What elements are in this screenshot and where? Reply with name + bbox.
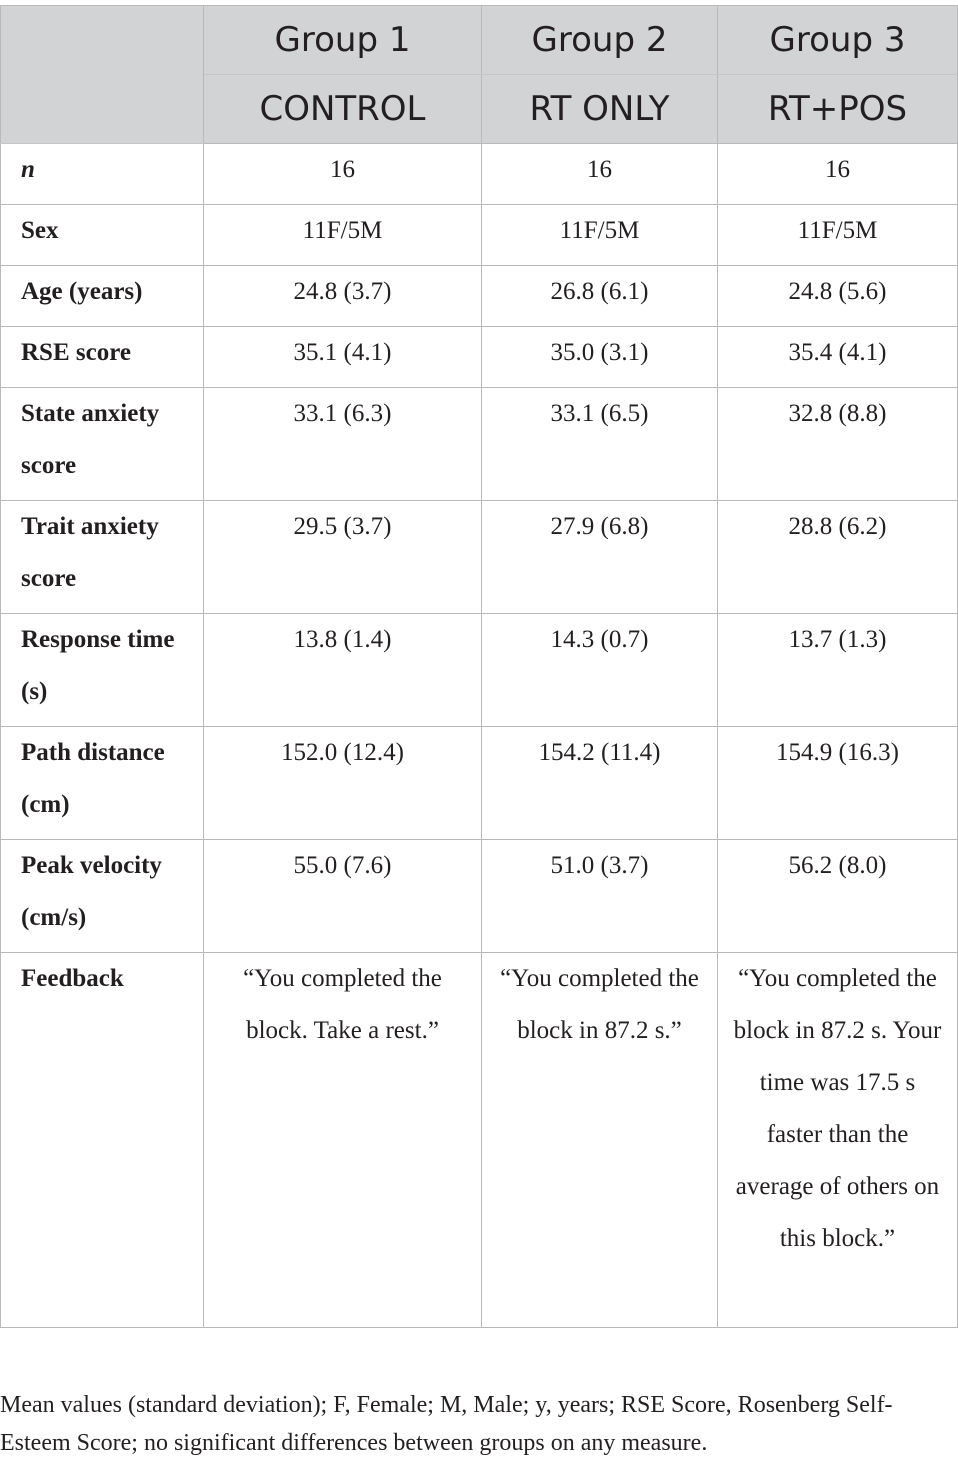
cell-group-3: “You completed the block in 87.2 s. Your time was 17.5 s faster than the average of others on this block.” xyxy=(718,953,958,1328)
cell-group-3: 11F/5M xyxy=(718,205,958,266)
table-body xyxy=(1,144,958,1328)
table-footnote: Mean values (standard deviation); F, Female; M, Male; y, years; RSE Score, Rosenberg Self-Esteem Score; no significant differences between groups on any measure. xyxy=(0,1392,893,1456)
cell-group-3: 13.7 (1.3) xyxy=(718,614,958,727)
header-condition-rt-pos: RT+POS xyxy=(718,75,958,144)
cell-group-2: 11F/5M xyxy=(482,205,718,266)
cell-group-1: 13.8 (1.4) xyxy=(204,614,482,727)
table-row-path-distance xyxy=(1,727,958,840)
row-label: RSE score xyxy=(1,327,204,388)
row-label: Feedback xyxy=(1,953,204,1328)
cell-group-2: 51.0 (3.7) xyxy=(482,840,718,953)
header-row-groups xyxy=(1,6,958,75)
row-label: n xyxy=(1,144,204,205)
cell-group-3: 16 xyxy=(718,144,958,205)
cell-group-1: 29.5 (3.7) xyxy=(204,501,482,614)
cell-group-3: 32.8 (8.8) xyxy=(718,388,958,501)
header-condition-control: CONTROL xyxy=(204,75,482,144)
cell-group-2: 16 xyxy=(482,144,718,205)
row-label: Age (years) xyxy=(1,266,204,327)
cell-group-1: 16 xyxy=(204,144,482,205)
header-group-1: Group 1 xyxy=(204,6,482,75)
header-corner-cell xyxy=(1,6,204,144)
cell-group-1: “You completed the block. Take a rest.” xyxy=(204,953,482,1328)
cell-group-2: 26.8 (6.1) xyxy=(482,266,718,327)
cell-group-1: 55.0 (7.6) xyxy=(204,840,482,953)
cell-group-1: 24.8 (3.7) xyxy=(204,266,482,327)
row-label: State anxiety score xyxy=(1,388,204,501)
table-row-response-time xyxy=(1,614,958,727)
header-condition-rt-only: RT ONLY xyxy=(482,75,718,144)
cell-group-2: 35.0 (3.1) xyxy=(482,327,718,388)
group-characteristics-table xyxy=(0,5,958,1328)
row-label: Trait anxiety score xyxy=(1,501,204,614)
row-label: Peak velocity (cm/s) xyxy=(1,840,204,953)
cell-group-2: 27.9 (6.8) xyxy=(482,501,718,614)
cell-group-3: 28.8 (6.2) xyxy=(718,501,958,614)
cell-group-2: 14.3 (0.7) xyxy=(482,614,718,727)
cell-group-3: 56.2 (8.0) xyxy=(718,840,958,953)
table-row-rse-score xyxy=(1,327,958,388)
table-row-age xyxy=(1,266,958,327)
cell-group-1: 35.1 (4.1) xyxy=(204,327,482,388)
table-row-state-anxiety xyxy=(1,388,958,501)
table-row-n xyxy=(1,144,958,205)
cell-group-1: 11F/5M xyxy=(204,205,482,266)
cell-group-3: 35.4 (4.1) xyxy=(718,327,958,388)
row-label: Sex xyxy=(1,205,204,266)
table-header xyxy=(1,6,958,144)
table-row-trait-anxiety xyxy=(1,501,958,614)
header-group-2: Group 2 xyxy=(482,6,718,75)
row-label: Response time (s) xyxy=(1,614,204,727)
cell-group-3: 154.9 (16.3) xyxy=(718,727,958,840)
header-group-3: Group 3 xyxy=(718,6,958,75)
cell-group-2: “You completed the block in 87.2 s.” xyxy=(482,953,718,1328)
cell-group-3: 24.8 (5.6) xyxy=(718,266,958,327)
table-row-peak-velocity xyxy=(1,840,958,953)
cell-group-2: 154.2 (11.4) xyxy=(482,727,718,840)
table-row-feedback xyxy=(1,953,958,1328)
row-label: Path distance (cm) xyxy=(1,727,204,840)
cell-group-1: 33.1 (6.3) xyxy=(204,388,482,501)
table-row-sex xyxy=(1,205,958,266)
cell-group-2: 33.1 (6.5) xyxy=(482,388,718,501)
cell-group-1: 152.0 (12.4) xyxy=(204,727,482,840)
